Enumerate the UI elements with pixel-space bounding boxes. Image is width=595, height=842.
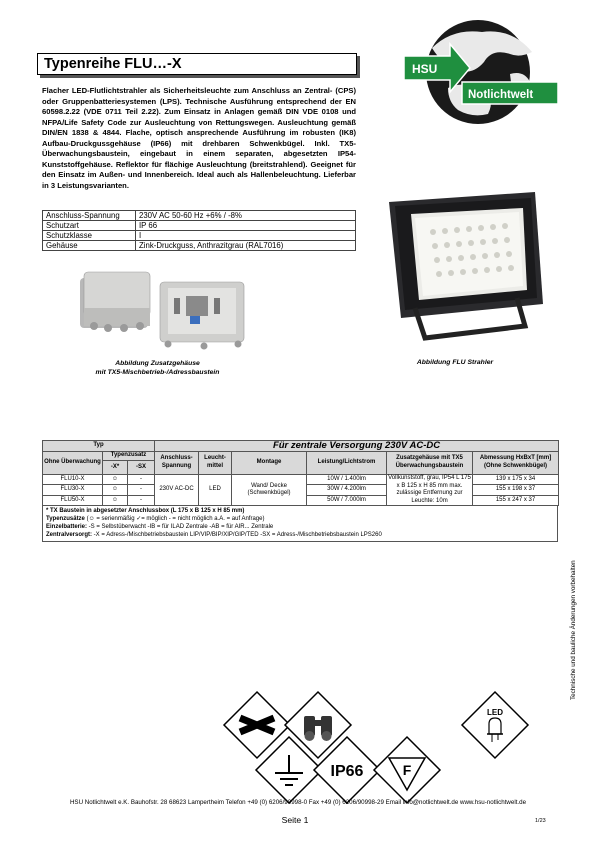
cell-dim: 139 x 175 x 34 <box>473 475 559 485</box>
side-note <box>570 560 582 701</box>
specs-table <box>42 210 356 251</box>
header-typenzusatz: Typenzusatz <box>103 452 155 461</box>
header-section: Für zentrale Versorgung 230V AC-DC <box>155 441 559 452</box>
header-spannung: Anschluss-Spannung <box>155 452 199 475</box>
cell-spannung: 230V AC-DC <box>155 475 199 506</box>
spec-row <box>43 221 356 231</box>
cell-x: ☺ <box>103 495 128 505</box>
header-montage: Montage <box>232 452 307 475</box>
note-typenzusaetze-label: Typenzusätze <box>46 516 85 523</box>
logo-notlichtwelt-text: Notlichtwelt <box>468 89 534 101</box>
product-table-wrapper <box>42 440 558 542</box>
spec-row <box>43 231 356 241</box>
spec-row <box>43 241 356 251</box>
lamp-caption: Abbildung FLU Strahler <box>416 359 494 366</box>
footer: HSU Notlichtwelt e.K. Bauhofstr. 28 68623 Lampertheim Telefon +49 (0) 6206/90998-0 Fax +49 (0) 6206/90998-29 Email info@notlichtwelt.de www.hsu-notlichtwelt.de <box>69 799 527 806</box>
spec-value: Zink-Druckguss, Anthrazitgrau (RAL7016) <box>136 241 356 251</box>
cell-sx: - <box>128 475 155 485</box>
lamp-photo <box>385 188 545 348</box>
cell-dim: 155 x 247 x 37 <box>473 495 559 505</box>
header-leuchtmittel: Leucht-mittel <box>199 452 232 475</box>
header-ohne: Ohne Überwachung <box>43 452 103 475</box>
cell-zusatz: Vollkunststoff, grau, IP54 L 175 x B 125 x H 85 mm max. zulässige Entfernung zur Leuchte: 10m <box>387 475 473 506</box>
note-zentral-label: Zentralversorgt: <box>46 532 93 539</box>
header-sx: -SX <box>128 461 155 475</box>
spec-value: IP 66 <box>136 221 356 231</box>
page-title: Typenreihe FLU…-X <box>44 56 182 72</box>
f-mark-label: F <box>402 762 412 778</box>
cell-type: FLU30-X <box>43 485 103 495</box>
spec-row <box>43 211 356 221</box>
spec-label: Schutzklasse <box>43 231 136 241</box>
spec-value: I <box>136 231 356 241</box>
cell-montage: Wand/ Decke (Schwenkbügel) <box>232 475 307 506</box>
cell-leuchtmittel: LED <box>199 475 232 506</box>
cell-type: FLU50-X <box>43 495 103 505</box>
page-label: Seite 1 <box>281 815 309 825</box>
page-number: 1/23 <box>535 818 546 824</box>
header-leistung: Leistung/Lichtstrom <box>307 452 387 475</box>
cell-power: 50W / 7.000lm <box>307 495 387 505</box>
spec-label: Gehäuse <box>43 241 136 251</box>
cell-x: ☺ <box>103 475 128 485</box>
spec-label: Anschluss-Spannung <box>43 211 136 221</box>
spec-value: 230V AC 50-60 Hz +6% / -8% <box>136 211 356 221</box>
title-box <box>37 53 357 75</box>
note-tx: * TX Baustein in abgesetzter Anschlussbox (L 175 x B 125 x H 85 mm) <box>46 508 245 515</box>
housing-caption <box>70 359 245 377</box>
logo-hsu-text: HSU <box>412 62 438 76</box>
cell-sx: - <box>128 495 155 505</box>
hsu-logo <box>392 18 564 126</box>
led-diamond-icon <box>460 690 530 760</box>
housing-caption-line1: Abbildung Zusatzgehäuse <box>115 360 200 367</box>
housing-caption-line2: mit TX5-Mischbetrieb-/Adressbaustein <box>95 369 220 376</box>
table-notes <box>42 506 558 542</box>
note-zentral-text: -X = Adress-/Mischbetriebsbaustein LIP/VIP/BIP/XIP/GIP/TED -SX = Adress-/Mischbetriebsbaustein LPS260 <box>92 532 382 539</box>
header-zusatz: Zusatzgehäuse mit TX5 Überwachungsbaustein <box>387 452 473 475</box>
ip66-label: IP66 <box>330 763 364 780</box>
cell-power: 30W / 4.200lm <box>307 485 387 495</box>
side-note-text: Technische und bauliche Änderungen vorbehalten <box>570 560 577 700</box>
spec-label: Schutzart <box>43 221 136 231</box>
header-abmessung: Abmessung HxBxT [mm] (Ohne Schwenkbügel) <box>473 452 559 475</box>
housing-photo <box>78 268 248 350</box>
table-row <box>43 475 559 485</box>
product-table <box>42 440 559 506</box>
cell-type: FLU10-X <box>43 475 103 485</box>
note-einzelbatterie-text: -S = Selbstüberwacht -IB = für ILAD Zentrale -AB = für AIR... Zentrale <box>87 524 274 531</box>
led-label: LED <box>487 708 503 717</box>
f-mark-diamond-icon <box>372 735 442 805</box>
cell-dim: 155 x 198 x 37 <box>473 485 559 495</box>
note-typenzusaetze-text: (☺ = serienmäßig ✓= möglich - = nicht möglich a.A. = auf Anfrage) <box>84 516 265 523</box>
cell-x: ☺ <box>103 485 128 495</box>
cell-sx: - <box>128 485 155 495</box>
cell-power: 10W / 1.400lm <box>307 475 387 485</box>
note-einzelbatterie-label: Einzelbatterie: <box>46 524 88 531</box>
header-x: -X* <box>103 461 128 475</box>
header-typ: Typ <box>43 441 155 452</box>
intro-text: Flacher LED-Flutlichtstrahler als Sicherheitsleuchte zum Anschluss an Zentral- (CPS) oder Gruppenbatteriesystemen (LPS). Technische Ausführung entsprechend der EN 60598.2.22 (VDE 0711 Teil 2.22). Zum Einsatz in Anlagen gemäß DIN VDE 0108 und NFPA/Life Safety Code zur Ausleuchtung von Rettungswegen. Ausleuchtung gemäß DIN/EN 1838 & 4844. Flache, optisch ansprechende Ausführung im robusten (IK8) Aufbau-Druckgussgehäuse (IP66) mit drehbaren Schwenkbügel. Inkl. TX5-Überwachungsbaustein, eingebaut in einem separaten, abgesetzten IP54-Kunststoffgehäuse. Reflektor für flächige Ausleuchtung (breitstrahlend). Geeignet für den Einsatz im Außen- und Innenbereich. Ideal auch als Hallenbeleuchtung. Lieferbar in 3 Leistungsvarianten. <box>42 86 356 190</box>
